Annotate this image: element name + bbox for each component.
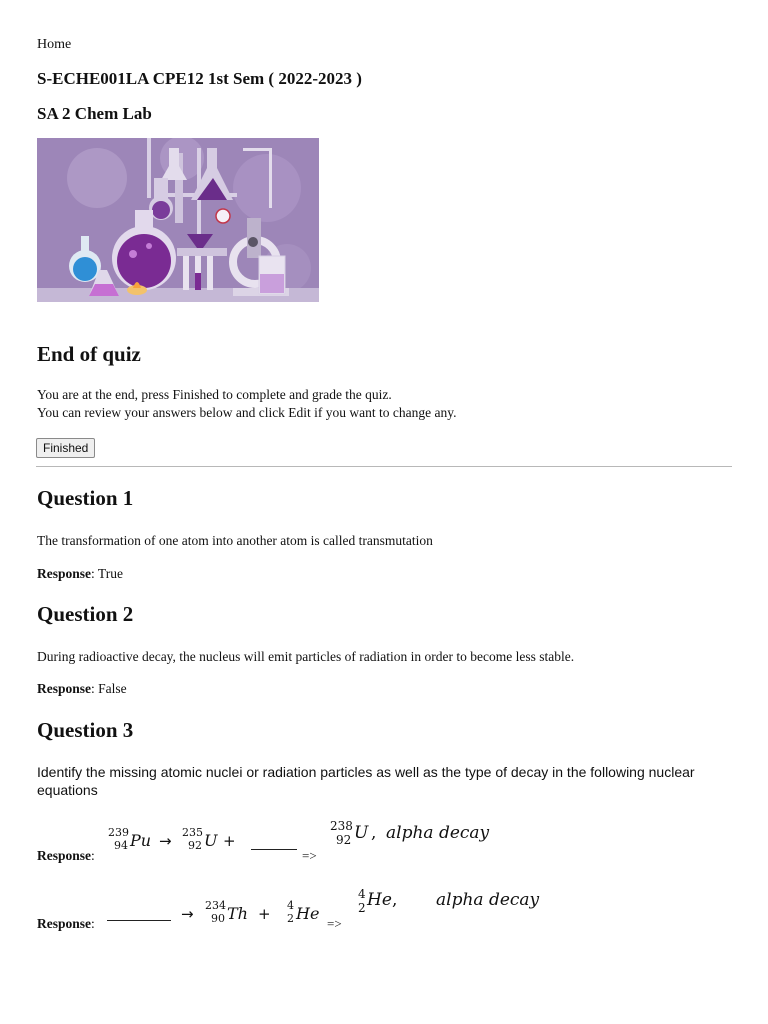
quiz-title: SA 2 Chem Lab bbox=[37, 104, 152, 123]
answer-symbol: U bbox=[354, 823, 369, 843]
end-instruction-line-2: You can review your answers below and click Edit if you want to change any. bbox=[37, 405, 457, 420]
answer-atomic-number: 92 bbox=[336, 833, 352, 847]
course-title: S-ECHE001LA CPE12 1st Sem ( 2022-2023 ) bbox=[37, 69, 362, 88]
answer-mass-number: 4 bbox=[358, 887, 366, 901]
plus-sign: + bbox=[258, 905, 271, 923]
th-symbol: Th bbox=[227, 904, 248, 923]
breadcrumb-home[interactable]: Home bbox=[37, 37, 72, 52]
response-separator: : bbox=[91, 916, 95, 931]
answer-comma: , bbox=[371, 823, 377, 843]
response-label: Response bbox=[37, 681, 92, 696]
pu-atomic-number: 94 bbox=[114, 839, 128, 852]
section-divider bbox=[36, 466, 732, 467]
u-atomic-number: 92 bbox=[188, 839, 202, 852]
answer-decay-type: alpha decay bbox=[386, 823, 490, 843]
he-atomic-number: 2 bbox=[287, 912, 294, 925]
question-1-response bbox=[37, 566, 123, 582]
answer-decay-type: alpha decay bbox=[436, 890, 540, 910]
he-symbol: He bbox=[296, 904, 320, 923]
answer-symbol: He bbox=[367, 890, 392, 910]
response-label: Response bbox=[37, 566, 92, 581]
answer-atomic-number: 2 bbox=[358, 901, 366, 915]
th-mass-number: 234 bbox=[205, 899, 226, 912]
response-value: True bbox=[97, 566, 123, 581]
reaction-arrow: → bbox=[159, 832, 172, 850]
plus-sign: + bbox=[223, 832, 236, 850]
response-label: Response bbox=[37, 848, 92, 863]
question-3-heading: Question 3 bbox=[37, 718, 134, 742]
he-mass-number: 4 bbox=[287, 899, 294, 912]
pu-symbol: Pu bbox=[130, 831, 152, 850]
pu-mass-number: 239 bbox=[108, 826, 129, 839]
question-2-text: During radioactive decay, the nucleus will emit particles of radiation in order to become less stable. bbox=[37, 649, 575, 664]
response-value: False bbox=[98, 681, 127, 696]
question-2-response bbox=[37, 681, 127, 697]
implies-arrow: => bbox=[327, 916, 342, 931]
th-atomic-number: 90 bbox=[211, 912, 225, 925]
answer-blank bbox=[251, 849, 297, 850]
question-1-heading: Question 1 bbox=[37, 486, 134, 510]
chemistry-lab-banner-image bbox=[37, 138, 319, 302]
finished-button[interactable]: Finished bbox=[36, 438, 95, 458]
question-3-text: Identify the missing atomic nuclei or radiation particles as well as the type of decay in the following nuclear equations bbox=[37, 764, 695, 798]
answer-comma: , bbox=[392, 890, 398, 910]
response-separator: : bbox=[91, 848, 95, 863]
answer-blank bbox=[107, 920, 171, 921]
reaction-arrow: → bbox=[181, 905, 194, 923]
implies-arrow: => bbox=[302, 848, 317, 863]
end-of-quiz-heading: End of quiz bbox=[37, 342, 141, 366]
question-2-heading: Question 2 bbox=[37, 602, 134, 626]
response-label: Response bbox=[37, 916, 92, 931]
end-instruction-line-1: You are at the end, press Finished to complete and grade the quiz. bbox=[37, 387, 392, 402]
question-1-text: The transformation of one atom into another atom is called transmutation bbox=[37, 533, 433, 548]
u-mass-number: 235 bbox=[182, 826, 203, 839]
answer-mass-number: 238 bbox=[330, 819, 353, 833]
question-3-response-2-label bbox=[37, 916, 95, 932]
response-separator: : bbox=[91, 566, 95, 581]
response-separator: : bbox=[91, 681, 95, 696]
question-3-response-1-label bbox=[37, 848, 95, 864]
u-symbol: U bbox=[204, 831, 218, 850]
